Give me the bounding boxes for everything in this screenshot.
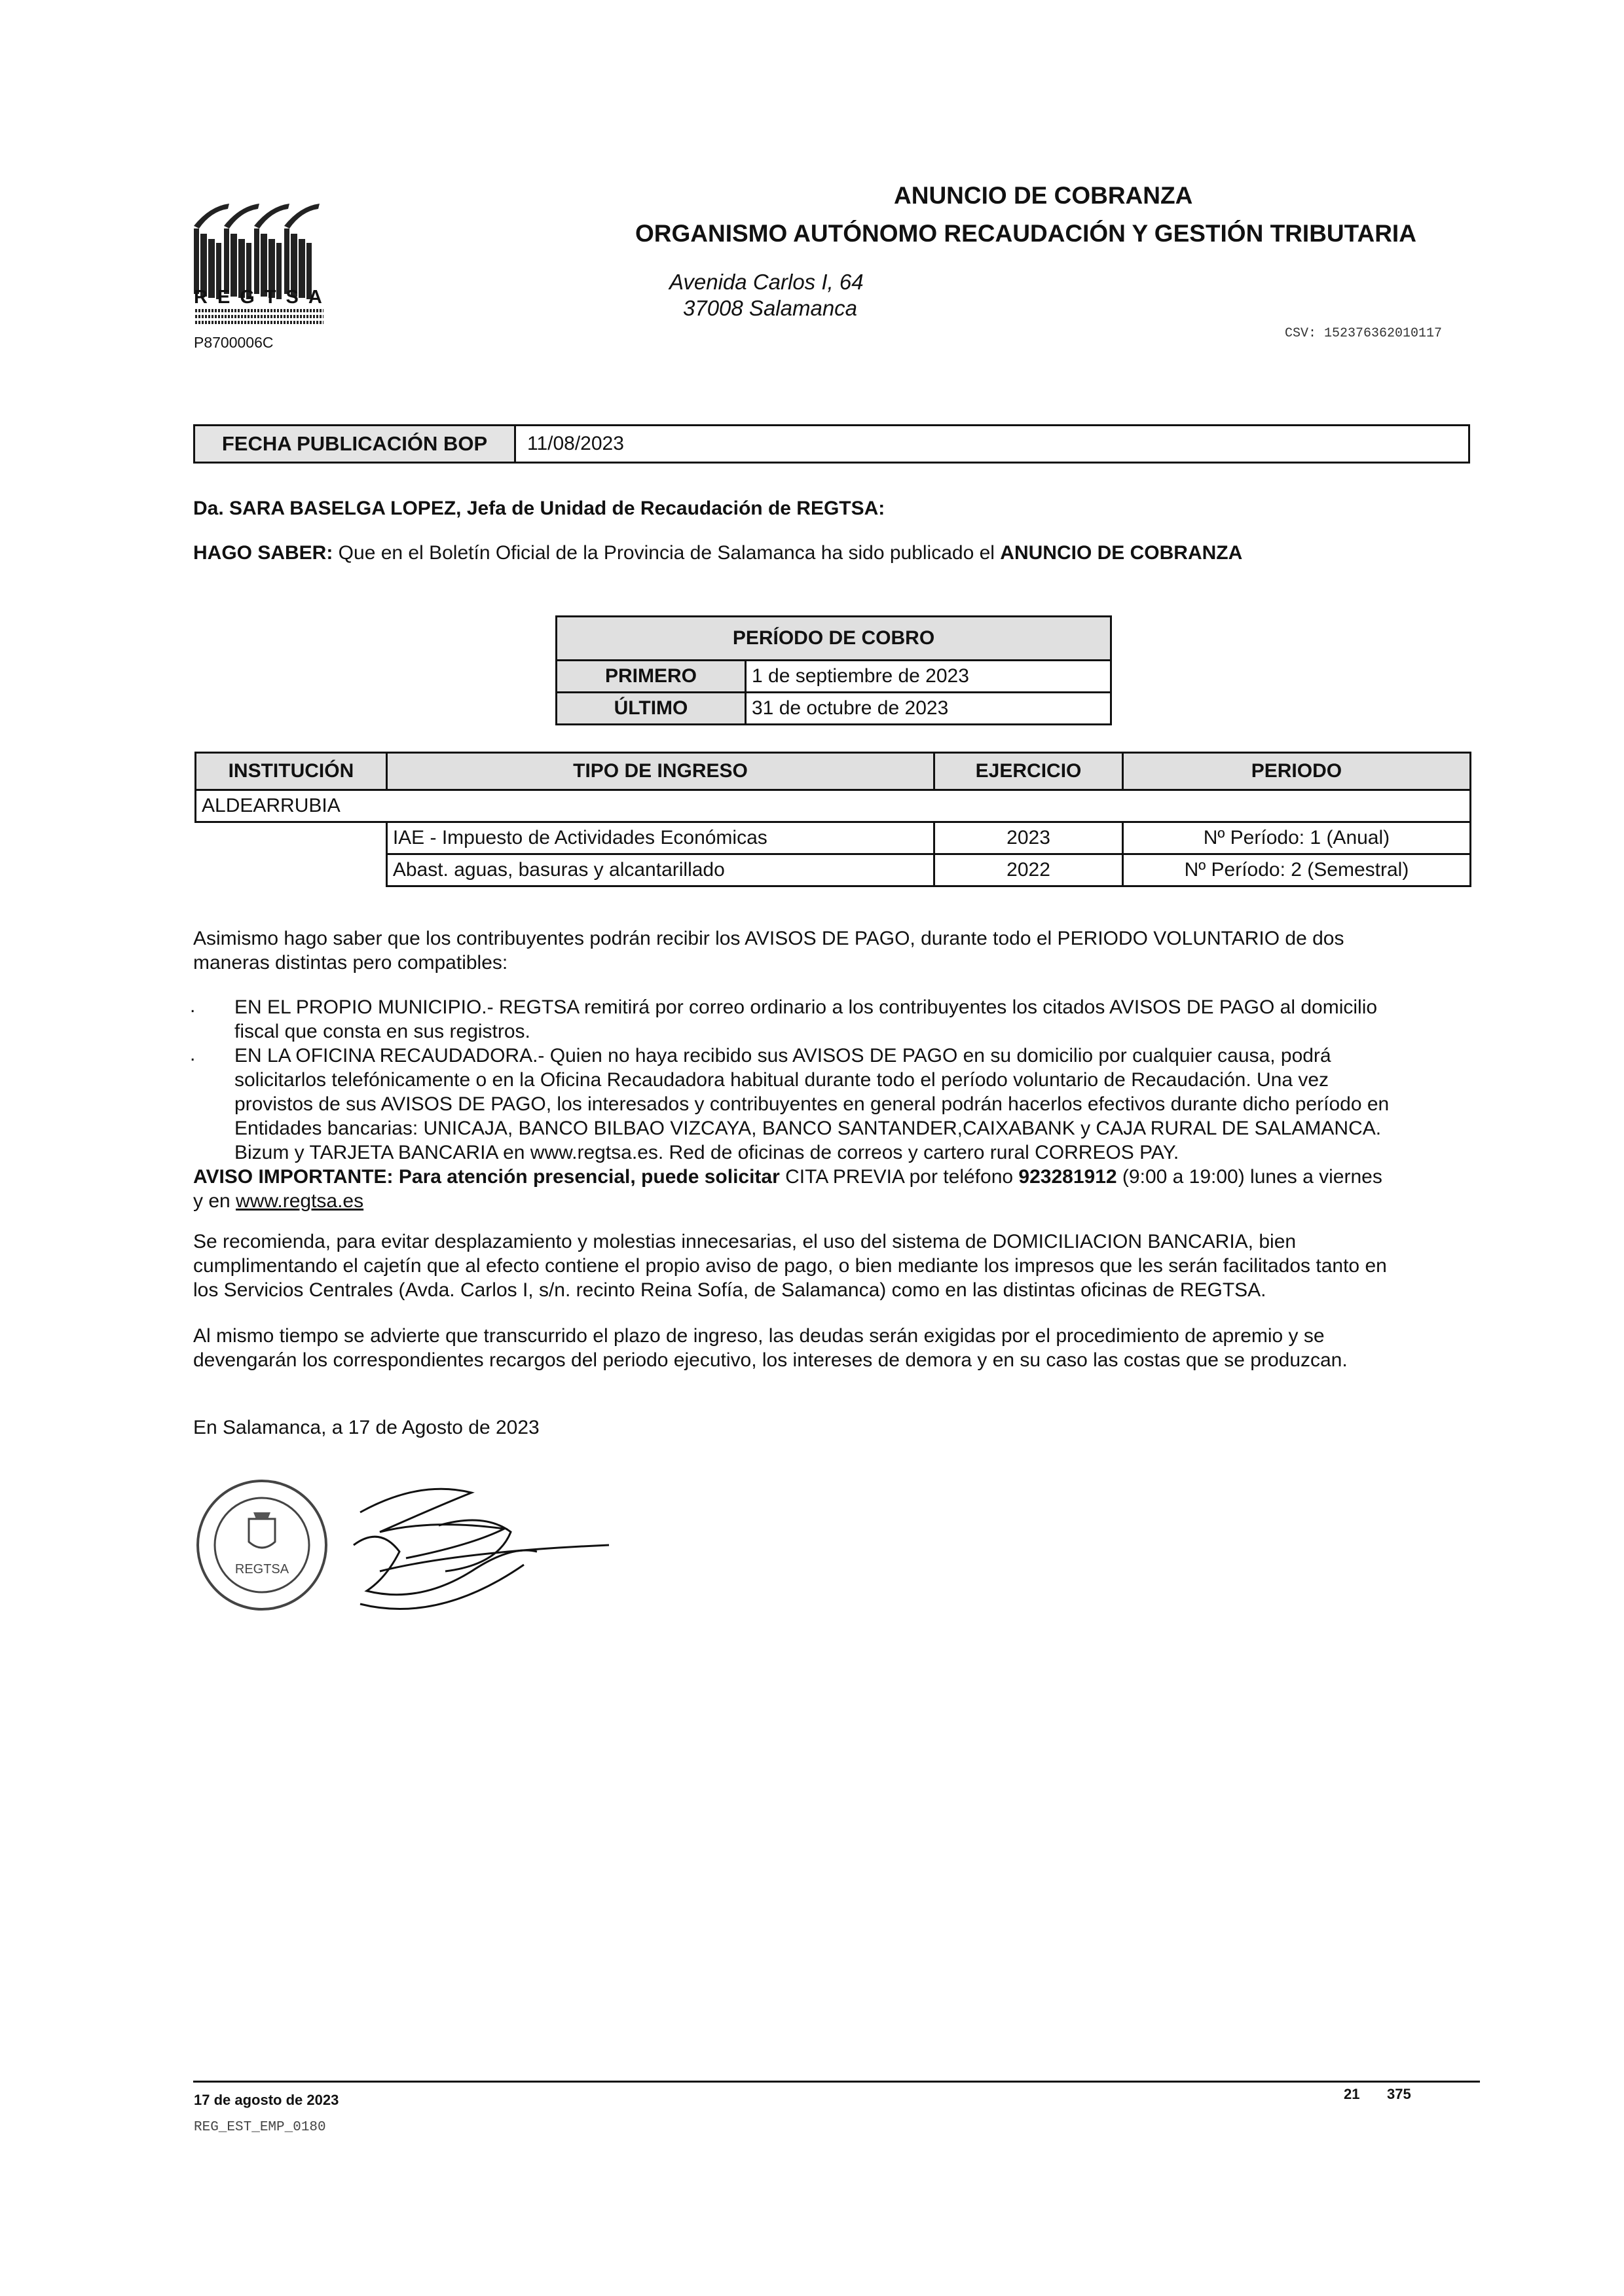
tipo-ingreso-cell: Abast. aguas, basuras y alcantarillado <box>386 854 934 886</box>
regtsa-website-link[interactable]: www.regtsa.es <box>236 1190 364 1212</box>
hago-saber-paragraph <box>193 541 1242 565</box>
bullet-2-line-3: provistos de sus AVISOS DE PAGO, los interesados y contribuyentes en general podrán hacerlos efectivos durante dicho período en <box>234 1093 1390 1115</box>
periodo-cobro-table <box>555 615 1112 725</box>
column-header-periodo: PERIODO <box>1122 753 1470 790</box>
periodo-cell: Nº Período: 1 (Anual) <box>1122 822 1470 854</box>
intro-line-1: Asimismo hago saber que los contribuyentes podrán recibir los AVISOS DE PAGO, durante todo el PERIODO VOLUNTARIO de dos <box>193 928 1344 949</box>
footer-rule <box>193 2081 1480 2083</box>
institution-row <box>196 790 1471 822</box>
warning-line-1: Al mismo tiempo se advierte que transcurrido el plazo de ingreso, las deudas serán exigidas por el procedimiento de apremio y se <box>193 1325 1325 1347</box>
recommend-line-3: los Servicios Centrales (Avda. Carlos I, s/n. recinto Reina Sofía, de Salamanca) como en las distintas oficinas de REGTSA. <box>193 1279 1266 1301</box>
signatory-line: Da. SARA BASELGA LOPEZ, Jefa de Unidad de Recaudación de REGTSA: <box>193 498 885 519</box>
column-header-tipo: TIPO DE INGRESO <box>386 753 934 790</box>
address-line-1: Avenida Carlos I, 64 <box>669 270 864 294</box>
recommend-line-2: cumplimentando el cajetín que al efecto contiene el propio aviso de pago, o bien mediante los impresos que les serán facilitados tanto en <box>193 1255 1387 1277</box>
bop-date: 11/08/2023 <box>527 433 624 454</box>
column-header-ejercicio: EJERCICIO <box>934 753 1123 790</box>
bullet-2-line-2: solicitarlos telefónicamente o en la Oficina Recaudadora habitual durante todo el período voluntario de Recaudación. Una vez <box>234 1069 1329 1091</box>
institution-name: ALDEARRUBIA <box>196 790 387 822</box>
column-header-institucion: INSTITUCIÓN <box>196 753 387 790</box>
table-row <box>196 822 1471 854</box>
aviso-line-2 <box>193 1189 363 1213</box>
periodo-label: ÚLTIMO <box>557 693 746 725</box>
aviso-hours: (9:00 a 19:00) lunes a viernes <box>1116 1166 1382 1188</box>
footer-number-2: 375 <box>1387 2086 1411 2102</box>
hago-saber-announce: ANUNCIO DE COBRANZA <box>1000 542 1243 564</box>
footer-number-1: 21 <box>1344 2086 1360 2102</box>
footer-document-code: REG_EST_EMP_0180 <box>194 2120 326 2135</box>
csv-code: CSV: 152376362010117 <box>1285 326 1443 341</box>
bullet-2-line-1: EN LA OFICINA RECAUDADORA.- Quien no haya recibido sus AVISOS DE PAGO en su domicilio por cualquier causa, podrá <box>234 1045 1331 1066</box>
organism-name: ORGANISMO AUTÓNOMO RECAUDACIÓN Y GESTIÓN TRIBUTARIA <box>635 220 1416 247</box>
periodo-value: 31 de octubre de 2023 <box>746 693 1111 725</box>
aviso-line-1 <box>193 1165 1382 1189</box>
bullet-mark: . <box>190 1044 196 1065</box>
ingresos-table <box>194 752 1471 887</box>
periodo-row-last <box>557 693 1111 725</box>
organism-code: P8700006C <box>194 334 274 351</box>
bop-label: FECHA PUBLICACIÓN BOP <box>195 426 516 462</box>
recommend-line-1: Se recomienda, para evitar desplazamiento y molestias innecesarias, el uso del sistema de DOMICILIACION BANCARIA, bien <box>193 1231 1297 1252</box>
bullet-1-line-2: fiscal que consta en sus registros. <box>234 1021 530 1042</box>
intro-line-2: maneras distintas pero compatibles: <box>193 952 508 974</box>
periodo-value: 1 de septiembre de 2023 <box>746 661 1111 693</box>
seal-text: REGTSA <box>234 1562 289 1576</box>
official-seal <box>193 1476 331 1614</box>
signature <box>341 1473 616 1624</box>
periodo-row-first <box>557 661 1111 693</box>
document-title: ANUNCIO DE COBRANZA <box>894 182 1193 209</box>
bullet-2-line-4: Entidades bancarias: UNICAJA, BANCO BILBAO VIZCAYA, BANCO SANTANDER,CAIXABANK y CAJA RURAL DE SALAMANCA. <box>234 1118 1382 1139</box>
footer-date: 17 de agosto de 2023 <box>194 2092 339 2108</box>
aviso-phone: 923281912 <box>1018 1166 1117 1188</box>
bullet-2-line-5: Bizum y TARJETA BANCARIA en www.regtsa.es. Red de oficinas de correos y cartero rural CORREOS PAY. <box>234 1142 1179 1163</box>
aviso-prefix: y en <box>193 1190 236 1212</box>
table-row <box>196 854 1471 886</box>
place-date: En Salamanca, a 17 de Agosto de 2023 <box>193 1417 540 1438</box>
hago-saber-text: Que en el Boletín Oficial de la Provincia de Salamanca ha sido publicado el <box>333 542 1001 564</box>
address-line-2: 37008 Salamanca <box>683 296 858 320</box>
hago-saber-lead: HAGO SABER: <box>193 542 333 564</box>
bullet-mark: . <box>190 995 196 1017</box>
periodo-cobro-title: PERÍODO DE COBRO <box>557 617 1111 661</box>
logo-wordmark: REGTSA <box>194 287 332 308</box>
periodo-cell: Nº Período: 2 (Semestral) <box>1122 854 1470 886</box>
aviso-bold: AVISO IMPORTANTE: Para atención presencial, puede solicitar <box>193 1166 780 1188</box>
periodo-label: PRIMERO <box>557 661 746 693</box>
logo-subtitle-lines <box>195 309 323 327</box>
table-header-row <box>196 753 1471 790</box>
aviso-text: CITA PREVIA por teléfono <box>779 1166 1019 1188</box>
warning-line-2: devengarán los correspondientes recargos del periodo ejecutivo, los intereses de demora y en su caso las costas que se produzcan. <box>193 1349 1348 1371</box>
tipo-ingreso-cell: IAE - Impuesto de Actividades Económicas <box>386 822 934 854</box>
ejercicio-cell: 2023 <box>934 822 1123 854</box>
ejercicio-cell: 2022 <box>934 854 1123 886</box>
bullet-1-line-1: EN EL PROPIO MUNICIPIO.- REGTSA remitirá por correo ordinario a los contribuyentes los citados AVISOS DE PAGO al domicilio <box>234 996 1378 1018</box>
